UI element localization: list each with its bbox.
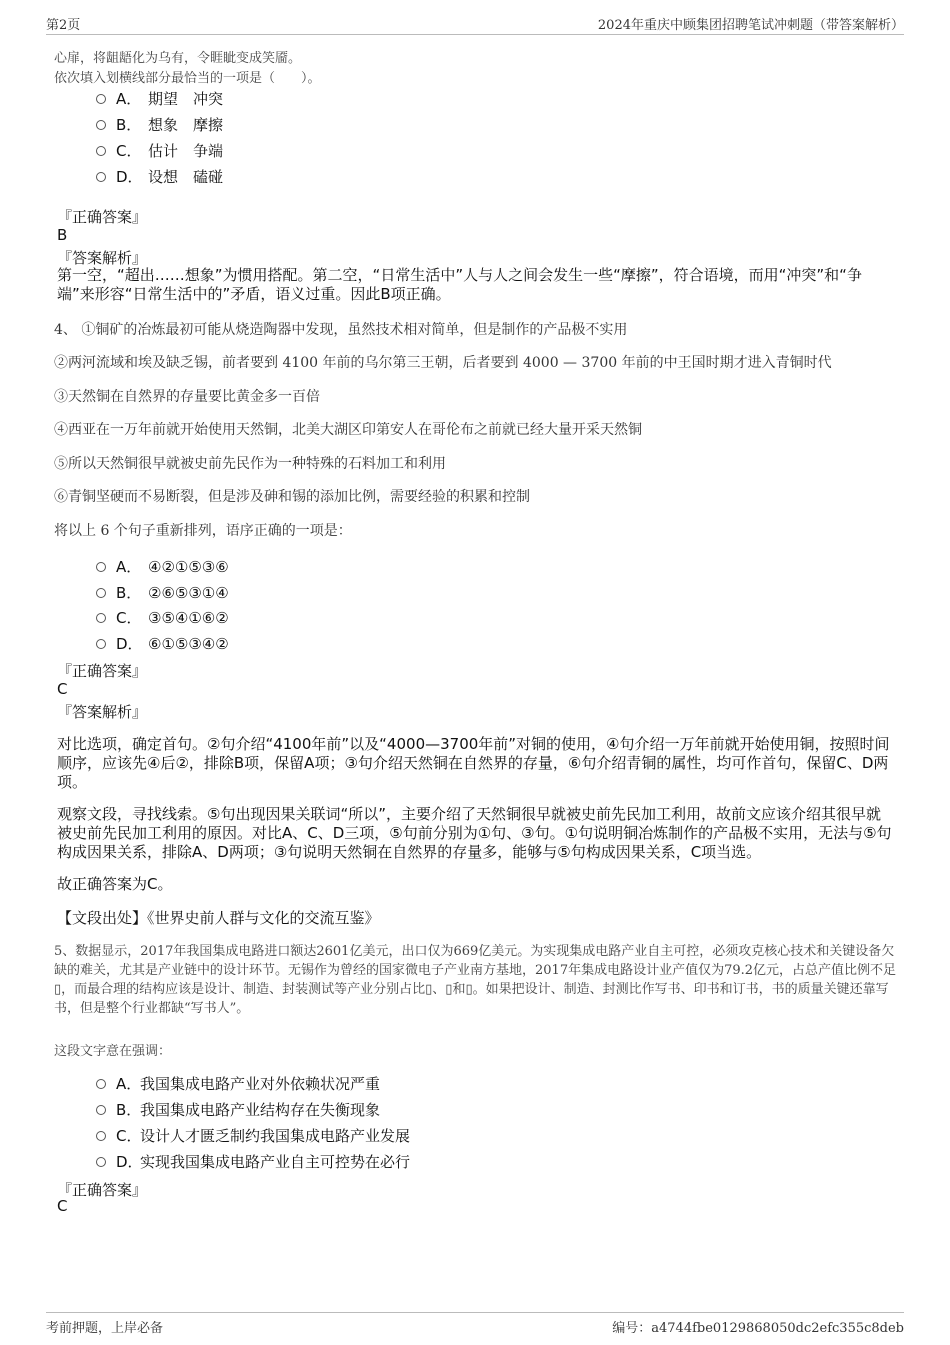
- q4-answer: C: [57, 680, 68, 698]
- q4-option-c[interactable]: C． ③⑤④①⑥②: [96, 607, 229, 628]
- q3-analysis: 第一空，“超出……想象”为惯用搭配。第二空，“日常生活中”人与人之间会发生一些“摩擦”，符合语境，而用“冲突”和“争端”来形容“日常生活中的”矛盾，语义过重。因此B项正确。: [57, 266, 862, 303]
- q3-answer-label: 『正确答案』: [57, 208, 148, 226]
- q4-option-b[interactable]: B． ②⑥⑤③①④: [96, 582, 229, 603]
- q3-stem-tail: 心扉，将龃龉化为乌有，令睚眦变成笑靥。: [54, 51, 302, 66]
- page-header: [46, 14, 904, 35]
- q4-analysis-paragraph-1: 对比选项，确定首句。②句介绍“4100年前”以及“4000—3700年前”对铜的使用，④句介绍一万年前就开始使用铜，按照时间顺序，应该先④后②，排除B项，保留A项；③句介绍天然铜在自然界的存量，⑥句介绍青铜的属性，均可作首句，保留C、D两项。: [57, 735, 890, 791]
- radio-button[interactable]: [96, 588, 106, 598]
- q3-answer: B: [57, 226, 68, 244]
- q4-sentence-2: ②两河流域和埃及缺乏锡，前者要到 4100 年前的乌尔第三王朝，后者要到 4000 — 3700 年前的中王国时期才进入青铜时代: [54, 355, 832, 371]
- document-code: 编号：a4744fbe0129868050dc2efc355c8deb: [612, 1321, 904, 1336]
- q5-option-c[interactable]: C．设计人才匮乏制约我国集成电路产业发展: [96, 1125, 410, 1146]
- q3-option-c[interactable]: C． 估计 争端: [96, 140, 223, 161]
- q3-option-a[interactable]: A． 期望 冲突: [96, 88, 223, 109]
- radio-button[interactable]: [96, 639, 106, 649]
- radio-button[interactable]: [96, 172, 106, 182]
- radio-button[interactable]: [96, 146, 106, 156]
- q5-prompt: 这段文字意在强调：: [54, 1044, 172, 1059]
- q4-sentence-6: ⑥青铜坚硬而不易断裂，但是涉及砷和锡的添加比例，需要经验的积累和控制: [54, 489, 530, 505]
- q3-option-d[interactable]: D． 设想 磕碰: [96, 166, 223, 187]
- q4-sentence-1: 4、 ①铜矿的冶炼最初可能从烧造陶器中发现，虽然技术相对简单，但是制作的产品极不实用: [54, 322, 628, 338]
- radio-button[interactable]: [96, 1131, 106, 1141]
- radio-button[interactable]: [96, 1105, 106, 1115]
- radio-button[interactable]: [96, 562, 106, 572]
- q4-sentence-4: ④西亚在一万年前就开始使用天然铜，北美大湖区印第安人在哥伦布之前就已经大量开采天然铜: [54, 422, 642, 438]
- q4-analysis-paragraph-2: 观察文段，寻找线索。⑤句出现因果关联词“所以”，主要介绍了天然铜很早就被史前先民加工利用，故前文应该介绍其很早就被史前先民加工利用的原因。对比A、C、D三项，⑤句前分别为①句、③句。①句说明铜冶炼制作的产品极不实用，无法与⑤句构成因果关系，排除A、D两项；③句说明天然铜在自然界的存量多，能够与⑤句构成因果关系，C项当选。: [57, 805, 892, 861]
- q4-sentence-5: ⑤所以天然铜很早就被史前先民作为一种特殊的石料加工和利用: [54, 456, 446, 472]
- radio-button[interactable]: [96, 94, 106, 104]
- q4-analysis-label: 『答案解析』: [57, 703, 148, 721]
- q5-option-b[interactable]: B．我国集成电路产业结构存在失衡现象: [96, 1099, 380, 1120]
- radio-button[interactable]: [96, 613, 106, 623]
- q4-sentence-3: ③天然铜在自然界的存量要比黄金多一百倍: [54, 389, 320, 405]
- q3-option-b[interactable]: B． 想象 摩擦: [96, 114, 223, 135]
- radio-button[interactable]: [96, 120, 106, 130]
- page-number: 第2页: [46, 18, 81, 33]
- q5-passage: 5、数据显示，2017年我国集成电路进口额达2601亿美元，出口仅为669亿美元。为实现集成电路产业自主可控，必须攻克核心技术和关键设备欠缺的难关，尤其是产业链中的设计环节。无锡作为曾经的国家微电子产业南方基地，2017年集成电路设计业产值仅为79.2亿元，占总产值比例不足▯，而最合理的结构应该是设计、制造、封装测试等产业分别占比▯、▯和▯。如果把设计、制造、封测比作写书、印书和订书，书的质量关键还靠写书，但是整个行业都缺“写书人”。: [54, 944, 897, 1016]
- document-title: 2024年重庆中顾集团招聘笔试冲刺题（带答案解析）: [597, 18, 904, 33]
- q5-option-d[interactable]: D．实现我国集成电路产业自主可控势在必行: [96, 1151, 410, 1172]
- q4-source: 【文段出处】《世界史前人群与文化的交流互鉴》: [57, 909, 380, 927]
- q4-analysis-paragraph-3: 故正确答案为C。: [57, 875, 173, 893]
- footer-slogan: 考前押题，上岸必备: [46, 1321, 164, 1336]
- radio-button[interactable]: [96, 1079, 106, 1089]
- q4-option-d[interactable]: D． ⑥①⑤③④②: [96, 633, 229, 654]
- q5-option-a[interactable]: A．我国集成电路产业对外依赖状况严重: [96, 1073, 380, 1094]
- q4-option-a[interactable]: A． ④②①⑤③⑥: [96, 556, 229, 577]
- radio-button[interactable]: [96, 1157, 106, 1167]
- q4-prompt: 将以上 6 个句子重新排列，语序正确的一项是：: [54, 523, 352, 539]
- q5-answer: C: [57, 1197, 68, 1215]
- q3-analysis-label: 『答案解析』: [57, 249, 148, 267]
- q4-answer-label: 『正确答案』: [57, 662, 148, 680]
- page-footer: [46, 1312, 904, 1337]
- q3-prompt: 依次填入划横线部分最恰当的一项是（ ）。: [54, 71, 321, 86]
- q5-answer-label: 『正确答案』: [57, 1181, 148, 1199]
